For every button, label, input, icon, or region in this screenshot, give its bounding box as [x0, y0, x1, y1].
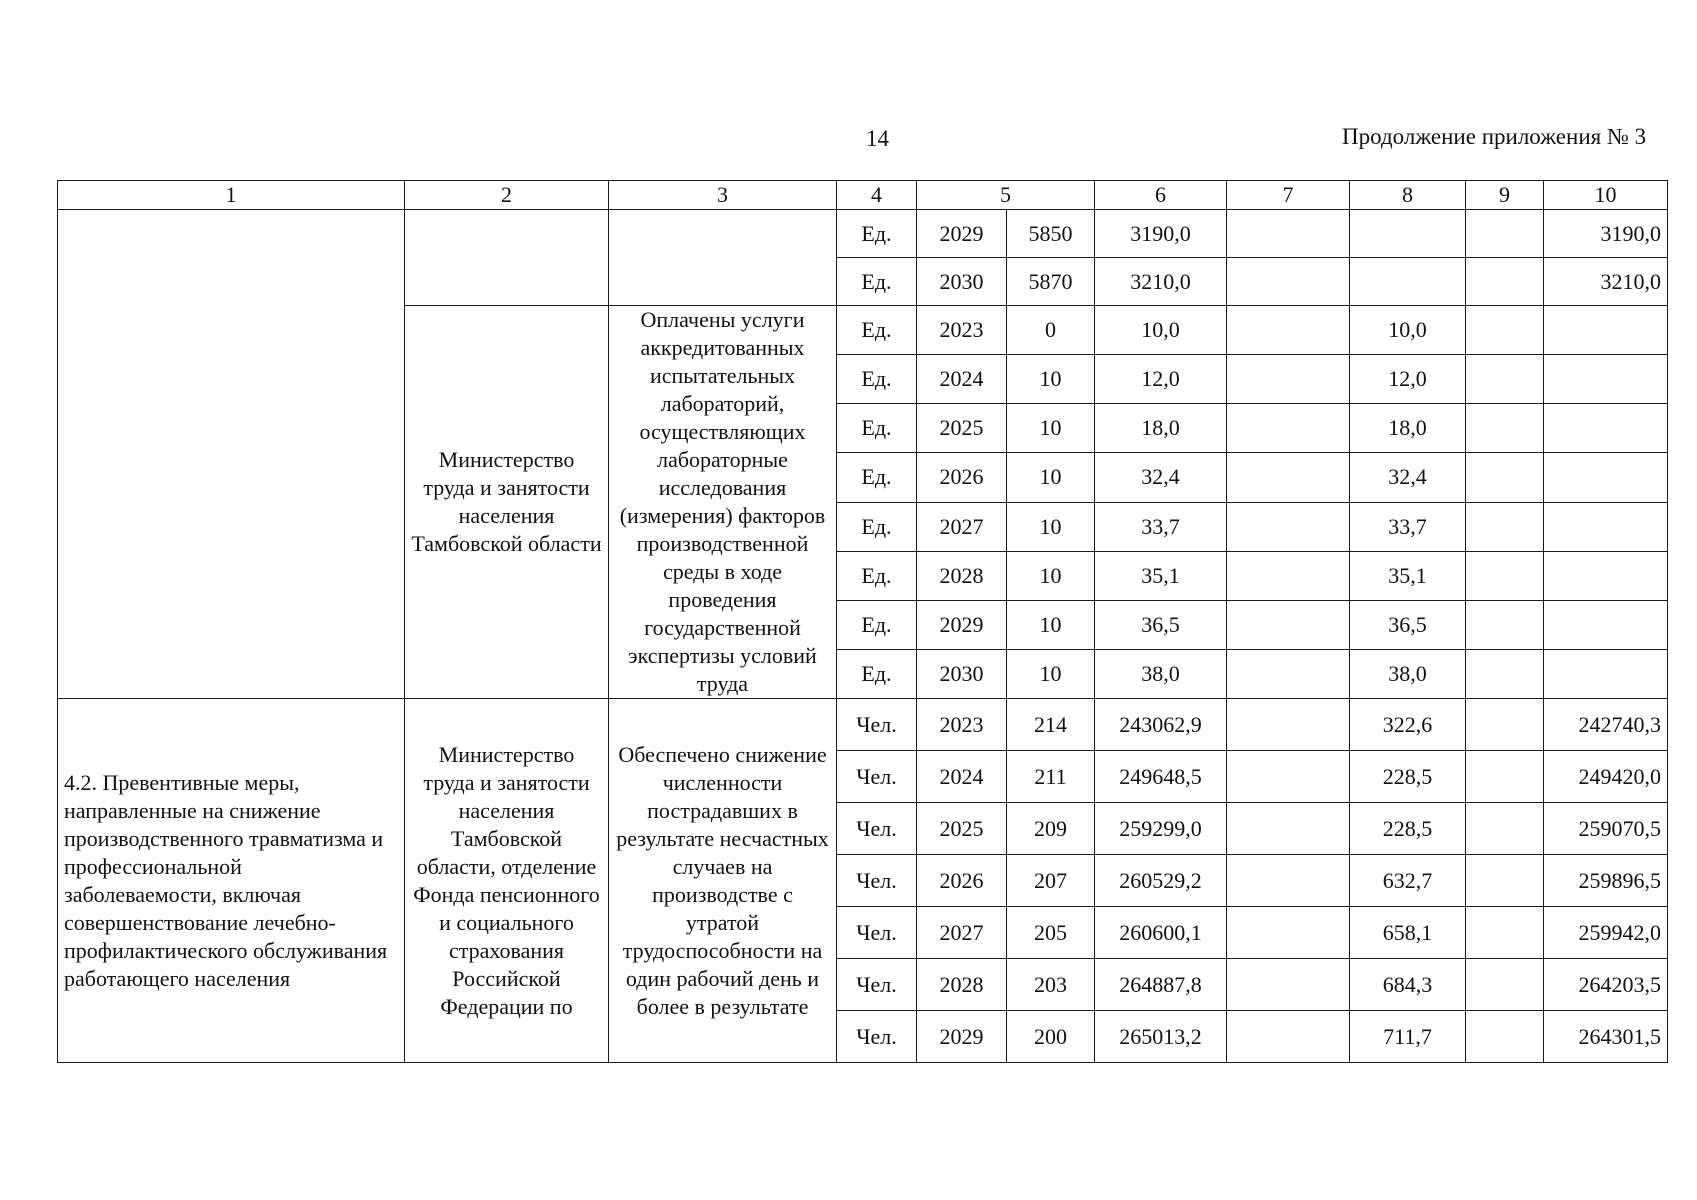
federal-budget-cell — [1227, 355, 1350, 404]
year-cell: 2023 — [917, 699, 1007, 751]
total-funding-cell: 259299,0 — [1095, 803, 1227, 855]
year-cell: 2025 — [917, 803, 1007, 855]
year-cell: 2024 — [917, 751, 1007, 803]
indicator-value-cell: 10 — [1007, 453, 1095, 502]
regional-budget-cell: 36,5 — [1350, 600, 1466, 649]
unit-cell: Чел. — [837, 751, 917, 803]
executor-cell: Министерство труда и занятости населения Тамбовской области, отделение Фонда пенсионного и социального страхования Российской Федерации по — [405, 699, 609, 1063]
regional-budget-cell: 12,0 — [1350, 355, 1466, 404]
column-number-row — [58, 181, 1668, 210]
regional-budget-cell: 10,0 — [1350, 306, 1466, 355]
total-funding-cell: 18,0 — [1095, 404, 1227, 453]
year-cell: 2028 — [917, 551, 1007, 600]
unit-cell: Ед. — [837, 600, 917, 649]
unit-cell: Ед. — [837, 404, 917, 453]
unit-cell: Ед. — [837, 306, 917, 355]
result-cell-continued — [609, 210, 837, 306]
unit-cell: Ед. — [837, 502, 917, 551]
executor-cell-continued — [405, 210, 609, 306]
regional-budget-cell: 32,4 — [1350, 453, 1466, 502]
local-budget-cell — [1466, 502, 1544, 551]
indicator-value-cell: 205 — [1007, 907, 1095, 959]
indicator-value-cell: 10 — [1007, 649, 1095, 698]
year-cell: 2029 — [917, 210, 1007, 258]
page-number: 14 — [866, 126, 889, 151]
regional-budget-cell — [1350, 210, 1466, 258]
regional-budget-cell: 711,7 — [1350, 1011, 1466, 1063]
executor-cell: Министерство труда и занятости населения Тамбовской области — [405, 306, 609, 699]
program-measures-table — [57, 180, 1668, 1063]
table-row — [58, 699, 1668, 751]
local-budget-cell — [1466, 907, 1544, 959]
extrabudgetary-cell — [1544, 649, 1668, 698]
column-number-header: 8 — [1350, 181, 1466, 210]
indicator-value-cell: 200 — [1007, 1011, 1095, 1063]
indicator-value-cell: 5850 — [1007, 210, 1095, 258]
regional-budget-cell: 33,7 — [1350, 502, 1466, 551]
federal-budget-cell — [1227, 502, 1350, 551]
local-budget-cell — [1466, 959, 1544, 1011]
total-funding-cell: 35,1 — [1095, 551, 1227, 600]
regional-budget-cell: 18,0 — [1350, 404, 1466, 453]
unit-cell: Ед. — [837, 551, 917, 600]
column-number-header: 2 — [405, 181, 609, 210]
unit-cell: Чел. — [837, 855, 917, 907]
total-funding-cell: 33,7 — [1095, 502, 1227, 551]
federal-budget-cell — [1227, 855, 1350, 907]
federal-budget-cell — [1227, 404, 1350, 453]
unit-cell: Чел. — [837, 1011, 917, 1063]
local-budget-cell — [1466, 210, 1544, 258]
regional-budget-cell: 38,0 — [1350, 649, 1466, 698]
regional-budget-cell: 684,3 — [1350, 959, 1466, 1011]
regional-budget-cell: 322,6 — [1350, 699, 1466, 751]
measure-cell: 4.2. Превентивные меры, направленные на снижение производственного травматизма и профессиональной заболеваемости, включая совершенствование лечебно-профилактического обслуживания работающего населения — [58, 699, 405, 1063]
year-cell: 2029 — [917, 1011, 1007, 1063]
year-cell: 2028 — [917, 959, 1007, 1011]
federal-budget-cell — [1227, 649, 1350, 698]
year-cell: 2026 — [917, 855, 1007, 907]
federal-budget-cell — [1227, 1011, 1350, 1063]
indicator-value-cell: 10 — [1007, 600, 1095, 649]
total-funding-cell: 32,4 — [1095, 453, 1227, 502]
total-funding-cell: 243062,9 — [1095, 699, 1227, 751]
year-cell: 2023 — [917, 306, 1007, 355]
local-budget-cell — [1466, 649, 1544, 698]
column-number-header: 4 — [837, 181, 917, 210]
column-number-header: 6 — [1095, 181, 1227, 210]
unit-cell: Чел. — [837, 959, 917, 1011]
federal-budget-cell — [1227, 907, 1350, 959]
extrabudgetary-cell — [1544, 404, 1668, 453]
extrabudgetary-cell — [1544, 551, 1668, 600]
indicator-value-cell: 10 — [1007, 502, 1095, 551]
extrabudgetary-cell — [1544, 600, 1668, 649]
regional-budget-cell — [1350, 258, 1466, 306]
indicator-value-cell: 0 — [1007, 306, 1095, 355]
unit-cell: Чел. — [837, 907, 917, 959]
federal-budget-cell — [1227, 258, 1350, 306]
unit-cell: Ед. — [837, 453, 917, 502]
year-cell: 2025 — [917, 404, 1007, 453]
regional-budget-cell: 35,1 — [1350, 551, 1466, 600]
extrabudgetary-cell — [1544, 453, 1668, 502]
total-funding-cell: 264887,8 — [1095, 959, 1227, 1011]
extrabudgetary-cell: 259942,0 — [1544, 907, 1668, 959]
local-budget-cell — [1466, 306, 1544, 355]
extrabudgetary-cell: 259070,5 — [1544, 803, 1668, 855]
local-budget-cell — [1466, 751, 1544, 803]
local-budget-cell — [1466, 699, 1544, 751]
extrabudgetary-cell: 242740,3 — [1544, 699, 1668, 751]
column-number-header: 7 — [1227, 181, 1350, 210]
extrabudgetary-cell — [1544, 355, 1668, 404]
extrabudgetary-cell: 3210,0 — [1544, 258, 1668, 306]
federal-budget-cell — [1227, 751, 1350, 803]
column-number-header: 10 — [1544, 181, 1668, 210]
local-budget-cell — [1466, 551, 1544, 600]
year-cell: 2024 — [917, 355, 1007, 404]
total-funding-cell: 3190,0 — [1095, 210, 1227, 258]
indicator-value-cell: 10 — [1007, 551, 1095, 600]
total-funding-cell: 249648,5 — [1095, 751, 1227, 803]
extrabudgetary-cell: 249420,0 — [1544, 751, 1668, 803]
unit-cell: Ед. — [837, 649, 917, 698]
indicator-value-cell: 209 — [1007, 803, 1095, 855]
year-cell: 2027 — [917, 502, 1007, 551]
federal-budget-cell — [1227, 306, 1350, 355]
local-budget-cell — [1466, 600, 1544, 649]
extrabudgetary-cell: 3190,0 — [1544, 210, 1668, 258]
unit-cell: Чел. — [837, 699, 917, 751]
unit-cell: Ед. — [837, 258, 917, 306]
local-budget-cell — [1466, 855, 1544, 907]
local-budget-cell — [1466, 453, 1544, 502]
column-number-header: 5 — [917, 181, 1095, 210]
local-budget-cell — [1466, 1011, 1544, 1063]
column-number-header: 1 — [58, 181, 405, 210]
column-number-header: 9 — [1466, 181, 1544, 210]
indicator-value-cell: 203 — [1007, 959, 1095, 1011]
unit-cell: Ед. — [837, 210, 917, 258]
year-cell: 2030 — [917, 649, 1007, 698]
total-funding-cell: 38,0 — [1095, 649, 1227, 698]
local-budget-cell — [1466, 803, 1544, 855]
total-funding-cell: 260600,1 — [1095, 907, 1227, 959]
regional-budget-cell: 228,5 — [1350, 751, 1466, 803]
result-cell: Оплачены услуги аккредитованных испытательных лабораторий, осуществляющих лабораторные исследования (измерения) факторов производственной среды в ходе проведения государственной экспертизы условий труда — [609, 306, 837, 699]
extrabudgetary-cell — [1544, 306, 1668, 355]
year-cell: 2029 — [917, 600, 1007, 649]
extrabudgetary-cell: 259896,5 — [1544, 855, 1668, 907]
local-budget-cell — [1466, 355, 1544, 404]
indicator-value-cell: 207 — [1007, 855, 1095, 907]
regional-budget-cell: 632,7 — [1350, 855, 1466, 907]
federal-budget-cell — [1227, 959, 1350, 1011]
regional-budget-cell: 658,1 — [1350, 907, 1466, 959]
total-funding-cell: 10,0 — [1095, 306, 1227, 355]
unit-cell: Чел. — [837, 803, 917, 855]
table-row — [58, 210, 1668, 258]
measure-cell-continued — [58, 210, 405, 699]
unit-cell: Ед. — [837, 355, 917, 404]
extrabudgetary-cell — [1544, 502, 1668, 551]
indicator-value-cell: 214 — [1007, 699, 1095, 751]
total-funding-cell: 265013,2 — [1095, 1011, 1227, 1063]
indicator-value-cell: 10 — [1007, 404, 1095, 453]
year-cell: 2026 — [917, 453, 1007, 502]
appendix-continuation-note: Продолжение приложения № 3 — [1342, 124, 1647, 149]
extrabudgetary-cell: 264301,5 — [1544, 1011, 1668, 1063]
total-funding-cell: 36,5 — [1095, 600, 1227, 649]
extrabudgetary-cell: 264203,5 — [1544, 959, 1668, 1011]
total-funding-cell: 260529,2 — [1095, 855, 1227, 907]
federal-budget-cell — [1227, 551, 1350, 600]
federal-budget-cell — [1227, 210, 1350, 258]
indicator-value-cell: 10 — [1007, 355, 1095, 404]
regional-budget-cell: 228,5 — [1350, 803, 1466, 855]
federal-budget-cell — [1227, 803, 1350, 855]
federal-budget-cell — [1227, 600, 1350, 649]
local-budget-cell — [1466, 404, 1544, 453]
indicator-value-cell: 211 — [1007, 751, 1095, 803]
local-budget-cell — [1466, 258, 1544, 306]
result-cell: Обеспечено снижение численности пострадавших в результате несчастных случаев на производстве с утратой трудоспособности на один рабочий день и более в результате — [609, 699, 837, 1063]
year-cell: 2030 — [917, 258, 1007, 306]
indicator-value-cell: 5870 — [1007, 258, 1095, 306]
federal-budget-cell — [1227, 699, 1350, 751]
total-funding-cell: 12,0 — [1095, 355, 1227, 404]
total-funding-cell: 3210,0 — [1095, 258, 1227, 306]
column-number-header: 3 — [609, 181, 837, 210]
federal-budget-cell — [1227, 453, 1350, 502]
year-cell: 2027 — [917, 907, 1007, 959]
